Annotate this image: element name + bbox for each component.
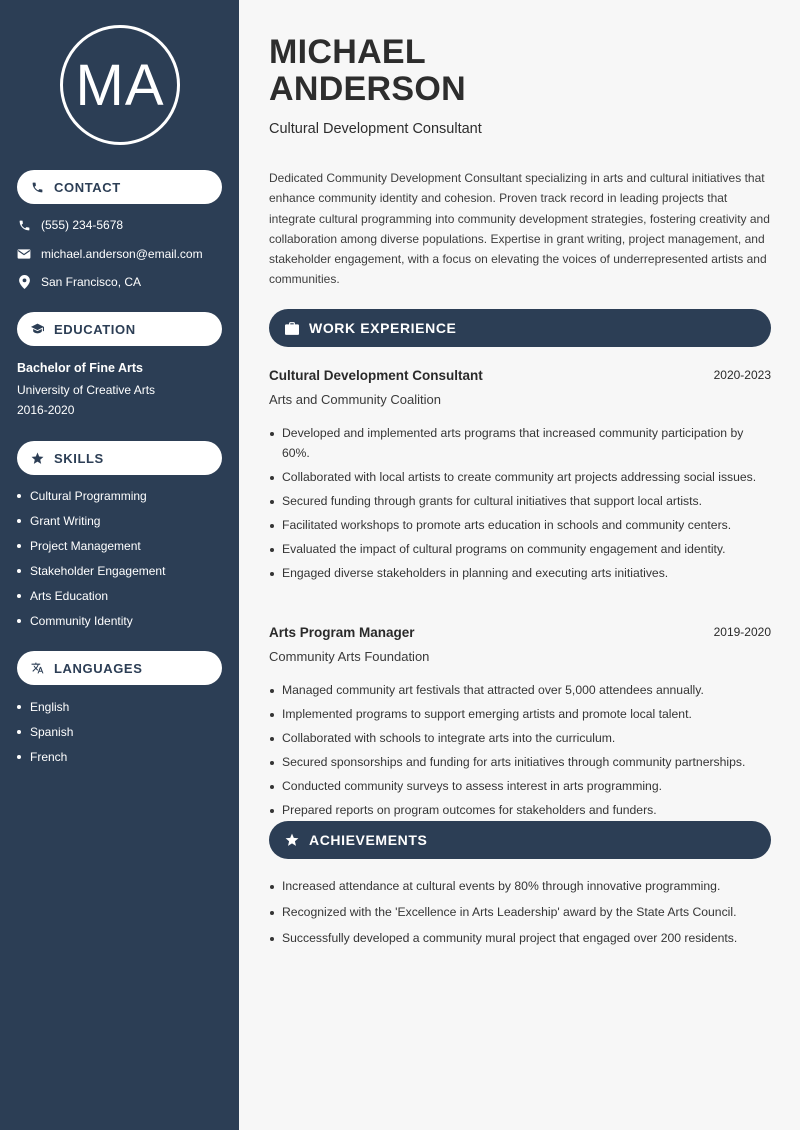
language-item: French [17,750,73,775]
education-heading [17,312,222,346]
contact-heading-label: CONTACT [54,179,121,195]
contact-email [17,247,203,261]
contact-location-text: San Francisco, CA [41,275,142,289]
job-title-headline: Cultural Development Consultant [269,121,482,137]
translate-icon [31,662,44,675]
language-item: Spanish [17,725,73,750]
achievement-item: Increased attendance at cultural events by 80% through innovative programming. [269,877,774,897]
phone-icon [17,218,31,232]
job-bullet: Facilitated workshops to promote arts education in schools and community centers. [269,516,774,536]
skill-item: Project Management [17,539,165,564]
contact-phone [17,218,123,232]
job-title: Cultural Development Consultant [269,368,483,383]
graduation-cap-icon [31,323,44,336]
job-bullet: Collaborated with local artists to create community art projects addressing social issues. [269,468,774,488]
name-line-last: ANDERSON [269,70,466,108]
achievements-heading [269,821,771,859]
education-years: 2016-2020 [17,403,75,417]
education-degree: Bachelor of Fine Arts [17,361,143,375]
skill-item: Community Identity [17,614,165,639]
job-dates: 2020-2023 [713,368,771,382]
languages-heading [17,651,222,685]
job-bullets [269,681,774,825]
avatar-initials: MA [75,52,165,118]
skill-item: Grant Writing [17,514,165,539]
location-pin-icon [17,275,31,289]
job-bullet: Engaged diverse stakeholders in planning and executing arts initiatives. [269,564,774,584]
job-title: Arts Program Manager [269,625,415,640]
achievement-item: Successfully developed a community mural project that engaged over 200 residents. [269,929,774,949]
skills-heading [17,441,222,475]
star-icon [285,833,299,847]
languages-list [17,700,73,775]
achievements-list [269,877,774,953]
achievement-item: Recognized with the 'Excellence in Arts Leadership' award by the State Arts Council. [269,903,774,923]
job-organization: Arts and Community Coalition [269,392,441,407]
envelope-icon [17,247,31,261]
skills-list [17,489,165,639]
language-item: English [17,700,73,725]
job-bullet: Evaluated the impact of cultural programs on community engagement and identity. [269,540,774,560]
job-bullet: Collaborated with schools to integrate arts into the curriculum. [269,729,774,749]
skills-heading-label: SKILLS [54,450,104,466]
achievements-heading-label: ACHIEVEMENTS [309,832,428,848]
job-dates: 2019-2020 [713,625,771,639]
contact-phone-text: (555) 234-5678 [41,218,124,232]
job-bullets [269,424,774,588]
star-icon [31,452,44,465]
skill-item: Arts Education [17,589,165,614]
job-bullet: Prepared reports on program outcomes for stakeholders and funders. [269,801,774,821]
contact-email-text: michael.anderson@email.com [41,247,203,261]
job-bullet: Secured sponsorships and funding for arts initiatives through community partnerships. [269,753,774,773]
education-school: University of Creative Arts [17,383,156,397]
job-bullet: Conducted community surveys to assess interest in arts programming. [269,777,774,797]
languages-heading-label: LANGUAGES [54,660,143,676]
education-heading-label: EDUCATION [54,321,136,337]
skill-item: Cultural Programming [17,489,165,514]
phone-icon [31,181,44,194]
job-bullet: Secured funding through grants for cultural initiatives that support local artists. [269,492,774,512]
contact-heading [17,170,222,204]
job-organization: Community Arts Foundation [269,649,430,664]
sidebar [0,0,239,1130]
avatar [60,25,180,145]
job-bullet: Managed community art festivals that attracted over 5,000 attendees annually. [269,681,774,701]
skill-item: Stakeholder Engagement [17,564,165,589]
name-line-first: MICHAEL [269,33,426,71]
work-experience-heading-label: WORK EXPERIENCE [309,320,457,336]
job-bullet: Implemented programs to support emerging artists and promote local talent. [269,705,774,725]
job-bullet: Developed and implemented arts programs that increased community participation by 60%. [269,424,774,463]
contact-location [17,275,141,289]
person-name [269,34,466,108]
work-experience-heading [269,309,771,347]
profile-summary: Dedicated Community Development Consultant specializing in arts and cultural initiatives that enhance community identity and cohesion. Proven track record in leading projects that integrate cultural programming into community development strategies, fostering creativity and collaboration among diverse populations. Expertise in grant writing, project management, and stakeholder engagement, with a focus on elevating the voices of underrepresented artists and communities. [269,171,770,287]
briefcase-icon [285,321,299,335]
